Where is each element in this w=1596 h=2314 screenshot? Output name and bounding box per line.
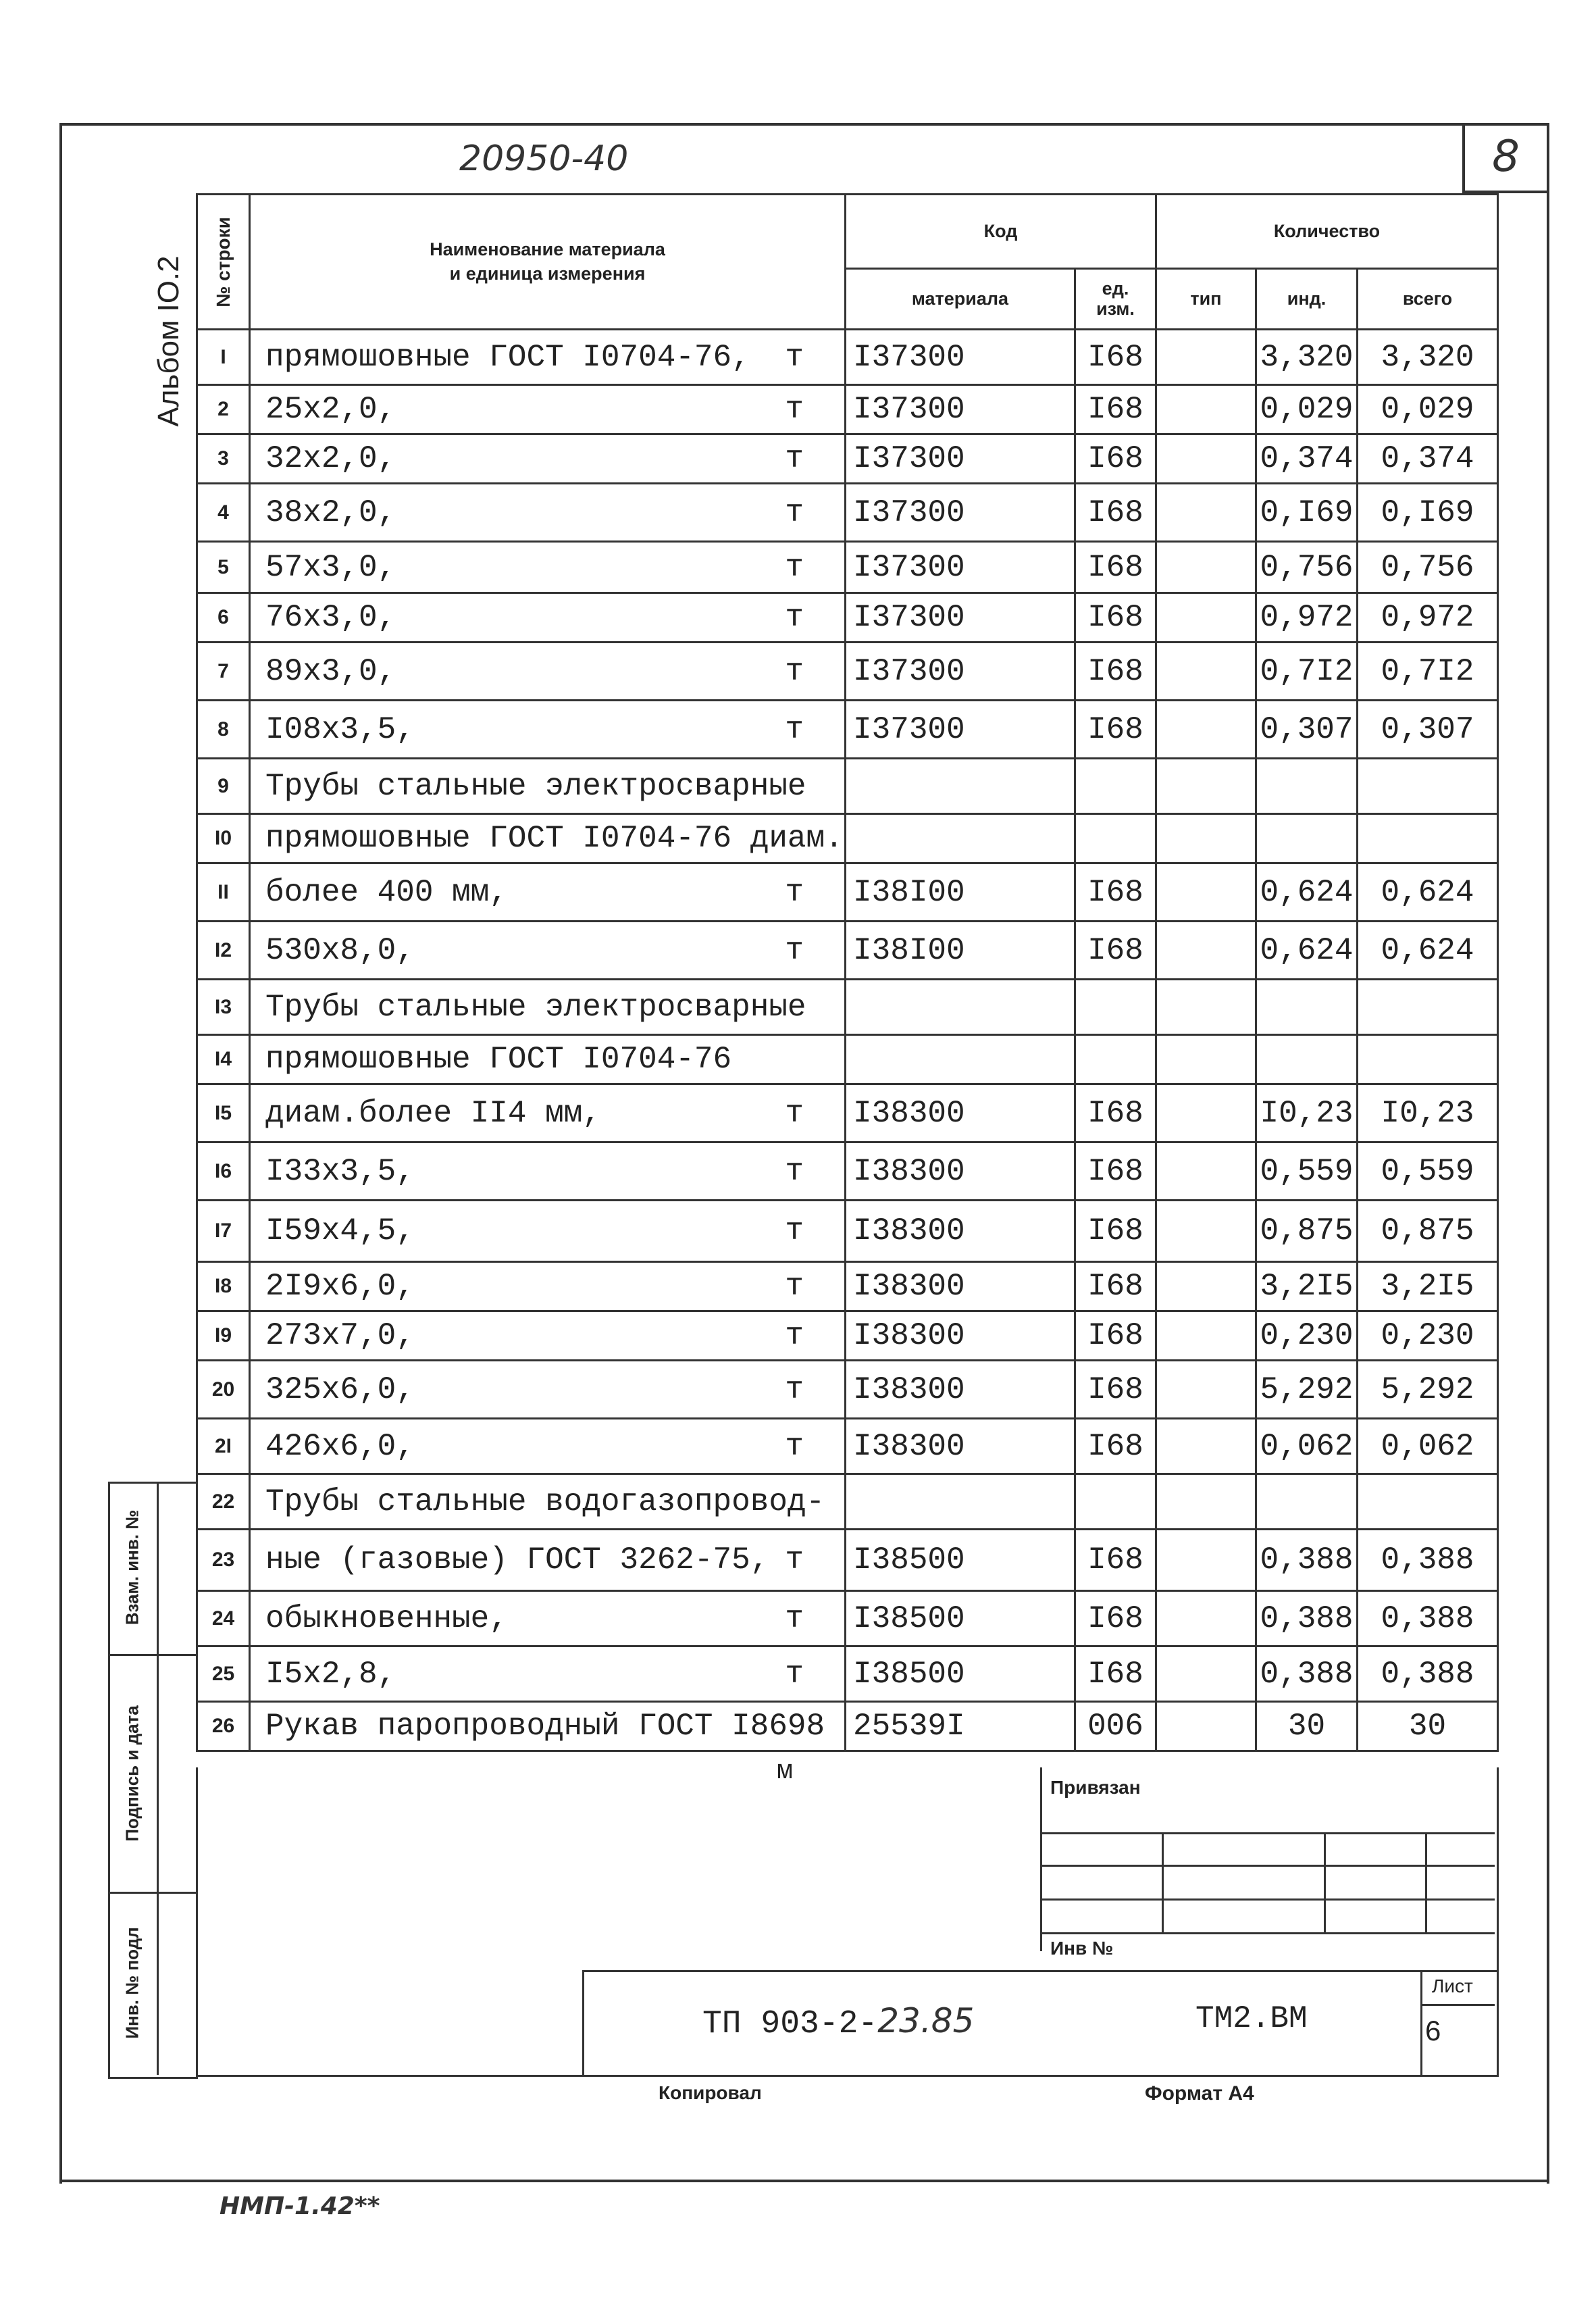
row-number: 4 — [197, 484, 250, 542]
qty-ind: 0,388 — [1256, 1591, 1358, 1646]
qty-ind: 0,624 — [1256, 863, 1358, 922]
qty-total: 5,292 — [1358, 1361, 1498, 1419]
left-stamp-vzam: Взам. инв. № — [122, 1509, 143, 1626]
material-unit: т — [785, 1601, 804, 1636]
material-name-text: ные (газовые) ГОСТ 3262-75, — [265, 1542, 769, 1578]
unit-code: I68 — [1075, 434, 1156, 484]
material-unit: т — [785, 653, 804, 689]
qty-type — [1156, 863, 1256, 922]
material-name-text: 89x3,0, — [265, 653, 396, 689]
qty-total: 30 — [1358, 1702, 1498, 1751]
doc-code-hand: 23.85 — [877, 2001, 975, 2040]
doc-code — [702, 2001, 974, 2042]
material-code: I37300 — [846, 330, 1075, 385]
qty-ind: 0,388 — [1256, 1530, 1358, 1591]
material-name — [250, 434, 846, 484]
table-row — [197, 1361, 1498, 1419]
row-number: 8 — [197, 701, 250, 759]
qty-type — [1156, 593, 1256, 643]
unit-code: I68 — [1075, 863, 1156, 922]
qty-ind: 0,7I2 — [1256, 643, 1358, 701]
unit-code: I68 — [1075, 1142, 1156, 1201]
material-name-text: I59x4,5, — [265, 1213, 415, 1249]
table-row — [197, 1530, 1498, 1591]
material-unit: т — [785, 339, 804, 375]
row26-unit: м — [777, 1757, 794, 1787]
table-row — [197, 643, 1498, 701]
unit-code: I68 — [1075, 1201, 1156, 1262]
row-number: I0 — [197, 814, 250, 863]
qty-type — [1156, 1474, 1256, 1530]
unit-code: I68 — [1075, 385, 1156, 434]
qty-type — [1156, 1591, 1256, 1646]
row-number: I4 — [197, 1035, 250, 1084]
qty-total: 0,7I2 — [1358, 643, 1498, 701]
material-name-text: I5x2,8, — [265, 1656, 396, 1692]
material-name — [250, 759, 846, 814]
unit-code — [1075, 814, 1156, 863]
material-name-text: 25x2,0, — [265, 392, 396, 427]
material-name-text: Трубы стальные электросварные — [265, 768, 806, 804]
unit-code: I68 — [1075, 1530, 1156, 1591]
left-stamp-sep2 — [108, 1892, 196, 1894]
material-name — [250, 1262, 846, 1311]
table-row — [197, 980, 1498, 1035]
privyazan-vline1 — [1162, 1832, 1164, 1934]
row-number: 2I — [197, 1419, 250, 1474]
table-row — [197, 1591, 1498, 1646]
table-row — [197, 593, 1498, 643]
qty-ind: 3,320 — [1256, 330, 1358, 385]
table-row — [197, 1084, 1498, 1142]
album-label: Альбом IO.2 — [152, 255, 185, 427]
material-name — [250, 1035, 846, 1084]
row-number: II — [197, 863, 250, 922]
material-unit: т — [785, 874, 804, 910]
material-code: I38I00 — [846, 863, 1075, 922]
material-name-text: I33x3,5, — [265, 1153, 415, 1189]
sheet-value: 6 — [1425, 2015, 1441, 2046]
material-name — [250, 1646, 846, 1702]
qty-ind: 0,I69 — [1256, 484, 1358, 542]
qty-total — [1358, 1474, 1498, 1530]
qty-total: I0,23 — [1358, 1084, 1498, 1142]
table-row — [197, 1646, 1498, 1702]
qty-total — [1358, 1035, 1498, 1084]
material-name-text: Трубы стальные электросварные — [265, 989, 806, 1025]
qty-total: 0,029 — [1358, 385, 1498, 434]
material-name — [250, 863, 846, 922]
privyazan-vline3 — [1425, 1832, 1427, 1934]
material-name — [250, 542, 846, 593]
material-code: I38300 — [846, 1262, 1075, 1311]
table-row — [197, 1201, 1498, 1262]
material-name — [250, 980, 846, 1035]
material-name-text: 530x8,0, — [265, 932, 415, 968]
material-code — [846, 814, 1075, 863]
row-number: 23 — [197, 1530, 250, 1591]
qty-ind — [1256, 759, 1358, 814]
doc-code-typed: ТП 903-2- — [702, 2006, 878, 2042]
qty-type — [1156, 1262, 1256, 1311]
col-header-code-material: материала — [846, 269, 1075, 330]
material-name-text: Трубы стальные водогазопровод- — [265, 1484, 825, 1519]
unit-code: I68 — [1075, 1361, 1156, 1419]
qty-ind — [1256, 1035, 1358, 1084]
material-unit: т — [785, 1656, 804, 1692]
material-unit: т — [785, 495, 804, 530]
qty-type — [1156, 1035, 1256, 1084]
qty-total: 0,307 — [1358, 701, 1498, 759]
table-row — [197, 1142, 1498, 1201]
material-code: I37300 — [846, 643, 1075, 701]
unit-code: I68 — [1075, 643, 1156, 701]
material-code — [846, 1474, 1075, 1530]
material-name — [250, 385, 846, 434]
qty-total: 0,062 — [1358, 1419, 1498, 1474]
material-code: I38500 — [846, 1530, 1075, 1591]
material-name-text: I08x3,5, — [265, 711, 415, 747]
material-name — [250, 1530, 846, 1591]
material-unit: т — [785, 1372, 804, 1407]
material-code: I37300 — [846, 385, 1075, 434]
qty-type — [1156, 1646, 1256, 1702]
material-name — [250, 1419, 846, 1474]
qty-ind — [1256, 980, 1358, 1035]
material-name — [250, 1702, 846, 1751]
qty-total — [1358, 814, 1498, 863]
row-number: 26 — [197, 1702, 250, 1751]
qty-type — [1156, 1311, 1256, 1361]
qty-type — [1156, 701, 1256, 759]
row-number: I2 — [197, 922, 250, 980]
qty-total: 0,624 — [1358, 863, 1498, 922]
qty-type — [1156, 1702, 1256, 1751]
material-code: I38300 — [846, 1311, 1075, 1361]
handwritten-code: 20950-40 — [459, 139, 629, 179]
row-number: I — [197, 330, 250, 385]
qty-ind: 0,062 — [1256, 1419, 1358, 1474]
qty-ind — [1256, 1474, 1358, 1530]
qty-total: 0,559 — [1358, 1142, 1498, 1201]
unit-code: I68 — [1075, 1591, 1156, 1646]
material-code: I37300 — [846, 593, 1075, 643]
qty-type — [1156, 1361, 1256, 1419]
table-row — [197, 863, 1498, 922]
row-number: 25 — [197, 1646, 250, 1702]
qty-total: 0,388 — [1358, 1646, 1498, 1702]
qty-total: 0,374 — [1358, 434, 1498, 484]
material-name — [250, 701, 846, 759]
material-unit: т — [785, 711, 804, 747]
unit-code: I68 — [1075, 1646, 1156, 1702]
material-unit: т — [785, 441, 804, 476]
unit-code: I68 — [1075, 1311, 1156, 1361]
qty-type — [1156, 1419, 1256, 1474]
material-code — [846, 759, 1075, 814]
material-code: I38500 — [846, 1591, 1075, 1646]
qty-ind: 0,029 — [1256, 385, 1358, 434]
qty-total: 0,972 — [1358, 593, 1498, 643]
material-code: I38300 — [846, 1201, 1075, 1262]
table-row — [197, 1311, 1498, 1361]
material-unit: т — [785, 1095, 804, 1131]
unit-code — [1075, 980, 1156, 1035]
material-code: 25539I — [846, 1702, 1075, 1751]
qty-type — [1156, 1142, 1256, 1201]
col-header-rowno — [197, 195, 250, 330]
title-block-sheet-line — [1420, 2004, 1495, 2006]
material-name — [250, 1084, 846, 1142]
unit-code: I68 — [1075, 542, 1156, 593]
qty-ind: 0,230 — [1256, 1311, 1358, 1361]
col-header-code: Код — [846, 195, 1156, 269]
qty-ind: I0,23 — [1256, 1084, 1358, 1142]
frame-bottom-line — [59, 2180, 1549, 2182]
material-unit: т — [785, 1213, 804, 1249]
qty-type — [1156, 643, 1256, 701]
qty-ind: 3,2I5 — [1256, 1262, 1358, 1311]
qty-total: 3,320 — [1358, 330, 1498, 385]
table-row — [197, 759, 1498, 814]
material-code: I38300 — [846, 1142, 1075, 1201]
qty-ind: 0,374 — [1256, 434, 1358, 484]
row-number: I6 — [197, 1142, 250, 1201]
col-header-code-unit: ед. изм. — [1075, 269, 1156, 330]
material-code: I38300 — [846, 1419, 1075, 1474]
material-code: I37300 — [846, 434, 1075, 484]
row-number: 3 — [197, 434, 250, 484]
table-row — [197, 542, 1498, 593]
materials-table — [196, 193, 1499, 1752]
material-code: I38300 — [846, 1361, 1075, 1419]
material-code: I38I00 — [846, 922, 1075, 980]
material-name-text: 325x6,0, — [265, 1372, 415, 1407]
qty-type — [1156, 385, 1256, 434]
qty-total: 0,388 — [1358, 1591, 1498, 1646]
material-code: I37300 — [846, 542, 1075, 593]
material-name-text: 38x2,0, — [265, 495, 396, 530]
material-unit: т — [785, 600, 804, 635]
material-name — [250, 922, 846, 980]
format-label: Формат А4 — [1145, 2082, 1254, 2105]
row-number: I8 — [197, 1262, 250, 1311]
qty-type — [1156, 814, 1256, 863]
unit-code: 006 — [1075, 1702, 1156, 1751]
material-name-text: 32x2,0, — [265, 441, 396, 476]
row-number: 2 — [197, 385, 250, 434]
material-name — [250, 1474, 846, 1530]
unit-code: I68 — [1075, 1262, 1156, 1311]
qty-ind: 0,559 — [1256, 1142, 1358, 1201]
material-name — [250, 484, 846, 542]
unit-code: I68 — [1075, 330, 1156, 385]
row-number: 6 — [197, 593, 250, 643]
qty-total: 0,230 — [1358, 1311, 1498, 1361]
qty-type — [1156, 330, 1256, 385]
qty-ind: 0,756 — [1256, 542, 1358, 593]
left-stamp-invpodl: Инв. № подл — [122, 1927, 143, 2039]
material-name-text: прямошовные ГОСТ I0704-76, — [265, 339, 750, 375]
material-unit: т — [785, 932, 804, 968]
qty-type — [1156, 1084, 1256, 1142]
table-row — [197, 434, 1498, 484]
unit-code — [1075, 1474, 1156, 1530]
sheet-number: 8 — [1462, 123, 1547, 193]
row-number: I5 — [197, 1084, 250, 1142]
qty-ind: 0,624 — [1256, 922, 1358, 980]
qty-type — [1156, 1530, 1256, 1591]
col-header-qty: Количество — [1156, 195, 1498, 269]
sheet-label: Лист — [1432, 1976, 1473, 1996]
title-block-sheet-divider — [1420, 1970, 1422, 2075]
row-number: I3 — [197, 980, 250, 1035]
table-row — [197, 484, 1498, 542]
material-unit: т — [785, 1269, 804, 1304]
qty-type — [1156, 980, 1256, 1035]
table-row — [197, 330, 1498, 385]
material-unit: т — [785, 1153, 804, 1189]
material-name-text: Рукав паропроводный ГОСТ I8698 — [265, 1709, 825, 1744]
material-name-text: более 400 мм, — [265, 874, 508, 910]
unit-code: I68 — [1075, 922, 1156, 980]
material-name — [250, 1591, 846, 1646]
material-unit: т — [785, 1428, 804, 1464]
privyazan-label: Привязан — [1050, 1777, 1141, 1798]
qty-total: 0,624 — [1358, 922, 1498, 980]
qty-type — [1156, 1201, 1256, 1262]
material-code: I38500 — [846, 1646, 1075, 1702]
qty-total: 0,I69 — [1358, 484, 1498, 542]
material-name — [250, 814, 846, 863]
col-header-qty-total: всего — [1358, 269, 1498, 330]
row-number: 24 — [197, 1591, 250, 1646]
material-name — [250, 1142, 846, 1201]
qty-total — [1358, 980, 1498, 1035]
privyazan-vline2 — [1324, 1832, 1326, 1934]
material-code: I38300 — [846, 1084, 1075, 1142]
qty-ind: 0,388 — [1256, 1646, 1358, 1702]
qty-total: 3,2I5 — [1358, 1262, 1498, 1311]
row-number: 5 — [197, 542, 250, 593]
qty-total: 0,756 — [1358, 542, 1498, 593]
qty-type — [1156, 484, 1256, 542]
col-header-name: Наименование материала и единица измерения — [250, 195, 846, 330]
qty-type — [1156, 542, 1256, 593]
row-number: 22 — [197, 1474, 250, 1530]
material-unit: т — [785, 1318, 804, 1353]
col-header-qty-ind: инд. — [1256, 269, 1358, 330]
table-row — [197, 1419, 1498, 1474]
material-unit: т — [785, 392, 804, 427]
row-number: I7 — [197, 1201, 250, 1262]
material-name-text: прямошовные ГОСТ I0704-76 — [265, 1042, 732, 1077]
unit-code: I68 — [1075, 701, 1156, 759]
qty-total: 0,388 — [1358, 1530, 1498, 1591]
table-row — [197, 1702, 1498, 1751]
table-row — [197, 814, 1498, 863]
inv-no-label: Инв № — [1050, 1938, 1114, 1959]
unit-code: I68 — [1075, 484, 1156, 542]
doc-mark: ТМ2.ВМ — [1195, 2001, 1308, 2036]
material-name-text: 426x6,0, — [265, 1428, 415, 1464]
col-header-qty-type: тип — [1156, 269, 1256, 330]
qty-type — [1156, 759, 1256, 814]
unit-code — [1075, 759, 1156, 814]
material-code: I37300 — [846, 701, 1075, 759]
left-stamp-podpis: Подпись и дата — [122, 1705, 143, 1842]
material-code — [846, 980, 1075, 1035]
material-code: I37300 — [846, 484, 1075, 542]
row-number: I9 — [197, 1311, 250, 1361]
material-name-text: 2I9x6,0, — [265, 1269, 415, 1304]
unit-code: I68 — [1075, 593, 1156, 643]
table-row — [197, 701, 1498, 759]
qty-type — [1156, 434, 1256, 484]
left-stamp-divider — [157, 1482, 159, 2075]
qty-ind: 0,307 — [1256, 701, 1358, 759]
row-number: 9 — [197, 759, 250, 814]
material-name-text: прямошовные ГОСТ I0704-76 диам. — [265, 821, 844, 856]
row-number: 20 — [197, 1361, 250, 1419]
material-name-text: 273x7,0, — [265, 1318, 415, 1353]
table-row — [197, 1035, 1498, 1084]
qty-ind: 30 — [1256, 1702, 1358, 1751]
row-number: 7 — [197, 643, 250, 701]
unit-code: I68 — [1075, 1419, 1156, 1474]
material-code — [846, 1035, 1075, 1084]
material-name — [250, 330, 846, 385]
qty-ind: 0,875 — [1256, 1201, 1358, 1262]
material-name — [250, 593, 846, 643]
table-row — [197, 1474, 1498, 1530]
qty-total — [1358, 759, 1498, 814]
material-name — [250, 643, 846, 701]
material-name-text: 76x3,0, — [265, 600, 396, 635]
col-header-rowno-text: № строки — [212, 216, 234, 307]
table-row — [197, 922, 1498, 980]
material-unit: т — [785, 549, 804, 585]
material-name — [250, 1361, 846, 1419]
table-row — [197, 385, 1498, 434]
material-unit: т — [785, 1542, 804, 1578]
unit-code — [1075, 1035, 1156, 1084]
material-name — [250, 1311, 846, 1361]
qty-ind — [1256, 814, 1358, 863]
material-name-text: диам.более II4 мм, — [265, 1095, 601, 1131]
handwritten-note: НМП-1.42** — [220, 2192, 380, 2220]
material-name-text: обыкновенные, — [265, 1601, 508, 1636]
table-row — [197, 1262, 1498, 1311]
kopiroval-label: Копировал — [659, 2082, 762, 2103]
unit-code: I68 — [1075, 1084, 1156, 1142]
qty-ind: 5,292 — [1256, 1361, 1358, 1419]
qty-type — [1156, 922, 1256, 980]
qty-ind: 0,972 — [1256, 593, 1358, 643]
qty-total: 0,875 — [1358, 1201, 1498, 1262]
material-name — [250, 1201, 846, 1262]
left-stamp-sep1 — [108, 1654, 196, 1656]
material-name-text: 57x3,0, — [265, 549, 396, 585]
